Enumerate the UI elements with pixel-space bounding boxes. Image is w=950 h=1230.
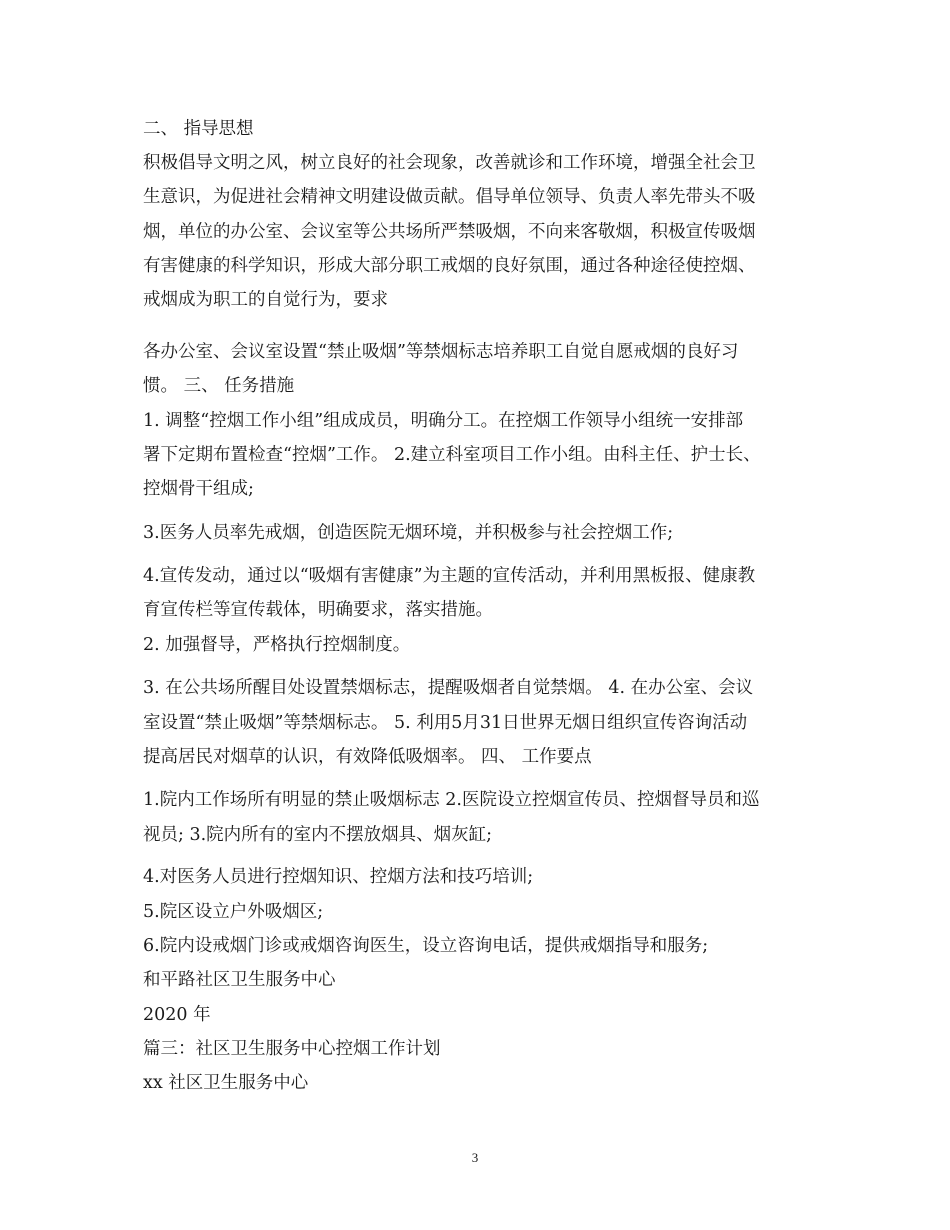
list-item-line: 室设置“禁止吸烟”等禁烟标志。 5. 利用5月31日世界无烟日组织宣传咨询活动 [143, 713, 748, 733]
paragraph-line: 有害健康的科学知识，形成大部分职工戒烟的良好氛围，通过各种途径使控烟、 [143, 256, 756, 276]
list-item-line: 1. 调整“控烟工作小组”组成成员，明确分工。在控烟工作领导小组统一安排部 [143, 411, 744, 431]
paragraph-line: 惯。 三、 任务措施 [143, 376, 295, 396]
list-item-line: 育宣传栏等宣传载体，明确要求，落实措施。 [143, 600, 493, 620]
list-item-line: 1.院内工作场所有明显的禁止吸烟标志 2.医院设立控烟宣传员、控烟督导员和巡 [143, 790, 760, 810]
list-item-line: 视员; 3.院内所有的室内不摆放烟具、烟灰缸; [143, 825, 493, 845]
list-item-line: 提高居民对烟草的认识，有效降低吸烟率。 四、 工作要点 [143, 747, 592, 767]
section-heading-guiding-thought: 二、 指导思想 [143, 119, 254, 139]
organization-signature: 和平路社区卫生服务中心 [143, 970, 336, 990]
list-item-line: 3.医务人员率先戒烟，创造医院无烟环境，并积极参与社会控烟工作; [143, 523, 674, 543]
page-number: 3 [471, 1150, 479, 1165]
list-item-line: 6.院内设戒烟门诊或戒烟咨询医生，设立咨询电话，提供戒烟指导和服务; [143, 936, 709, 956]
list-item-line: 2. 加强督导，严格执行控烟制度。 [143, 635, 411, 655]
organization-name: xx 社区卫生服务中心 [143, 1073, 309, 1093]
chapter-title: 篇三：社区卫生服务中心控烟工作计划 [143, 1039, 441, 1059]
paragraph-line: 积极倡导文明之风，树立良好的社会现象，改善就诊和工作环境，增强全社会卫 [143, 153, 756, 173]
signature-year: 2020 年 [143, 1005, 211, 1025]
paragraph-line: 戒烟成为职工的自觉行为，要求 [143, 290, 388, 310]
list-item-line: 控烟骨干组成; [143, 479, 254, 499]
paragraph-line: 烟，单位的办公室、会议室等公共场所严禁吸烟，不向来客敬烟，积极宣传吸烟 [143, 222, 756, 242]
paragraph-line: 生意识，为促进社会精神文明建设做贡献。倡导单位领导、负责人率先带头不吸 [143, 187, 756, 207]
paragraph-line: 各办公室、会议室设置“禁止吸烟”等禁烟标志培养职工自觉自愿戒烟的良好习 [143, 342, 739, 362]
list-item-line: 4.对医务人员进行控烟知识、控烟方法和技巧培训; [143, 867, 534, 887]
list-item-line: 3. 在公共场所醒目处设置禁烟标志，提醒吸烟者自觉禁烟。 4. 在办公室、会议 [143, 678, 754, 698]
list-item-line: 5.院区设立户外吸烟区; [143, 902, 324, 922]
list-item-line: 署下定期布置检查“控烟”工作。 2.建立科室项目工作小组。由科主任、护士长、 [143, 445, 761, 465]
list-item-line: 4.宣传发动，通过以“吸烟有害健康”为主题的宣传活动，并利用黑板报、健康教 [143, 566, 756, 586]
